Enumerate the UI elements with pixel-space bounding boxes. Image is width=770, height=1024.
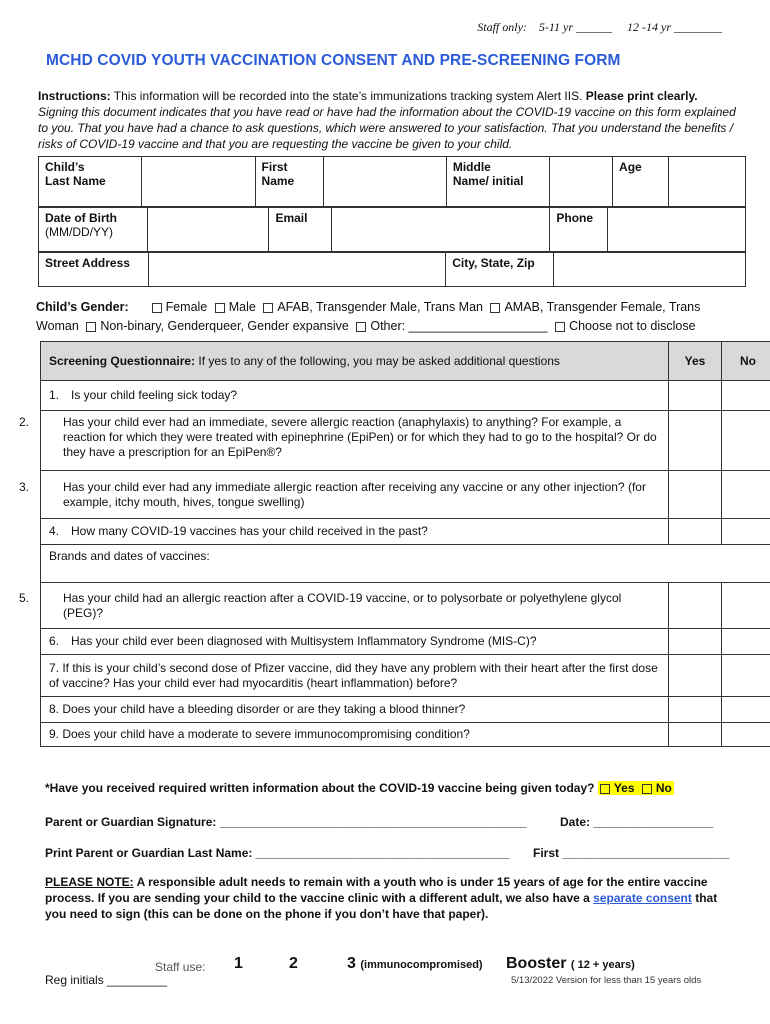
please-note-label: PLEASE NOTE: xyxy=(45,875,134,889)
question-4: 4. How many COVID-19 vaccines has your child received in the past? xyxy=(41,519,669,545)
question-7: 7. If this is your child’s second dose of Pfizer vaccine, did they have any problem with their heart after the first dose of vaccine? Has your child ever had myocarditis (heart inflammation) before? xyxy=(41,655,669,697)
female-checkbox[interactable] xyxy=(152,303,162,313)
child-info-grid xyxy=(38,156,746,207)
q7-no-cell[interactable] xyxy=(722,655,770,697)
q8-yes-cell[interactable] xyxy=(669,697,722,723)
q9-yes-cell[interactable] xyxy=(669,723,722,747)
vaccine-info-question: *Have you received required written information about the COVID-19 vaccine being given today? Yes No xyxy=(45,781,672,795)
amab-label: AMAB, Transgender Female, Trans Woman xyxy=(36,300,701,333)
city-field[interactable] xyxy=(553,253,745,287)
q2-no-cell[interactable] xyxy=(722,411,770,471)
yes-column-header: Yes xyxy=(669,342,722,381)
question-3: 3. Has your child ever had any immediate allergic reaction after receiving any vaccine or any other injection? (for example, itchy mouth, hives, tongue swelling) xyxy=(41,471,669,519)
separate-consent-link[interactable]: separate consent xyxy=(593,891,692,905)
middle-name-field[interactable] xyxy=(549,157,612,207)
address-grid xyxy=(38,252,746,287)
booster: Booster ( 12 + years) xyxy=(506,955,635,972)
gender-label: Child’s Gender: xyxy=(36,300,129,314)
dob-field[interactable] xyxy=(147,208,269,252)
afab-label: AFAB, Transgender Male, Trans Man xyxy=(277,300,483,314)
reg-initials[interactable]: Reg initials _________ xyxy=(45,973,168,987)
age-field[interactable] xyxy=(669,157,746,207)
q5-yes-cell[interactable] xyxy=(669,583,722,629)
q4-no-cell[interactable] xyxy=(722,519,770,545)
question-1: 1. Is your child feeling sick today? xyxy=(41,381,669,411)
q6-yes-cell[interactable] xyxy=(669,629,722,655)
q3-no-cell[interactable] xyxy=(722,471,770,519)
other-label: Other: ____________________ xyxy=(370,319,548,333)
question-5: 5. Has your child had an allergic reaction after a COVID-19 vaccine, or to polysorbate or polyethylene glycol (PEG)? xyxy=(41,583,669,629)
screening-header: Screening Questionnaire: If yes to any of the following, you may be asked additional questions xyxy=(41,342,669,381)
first-name-field[interactable] xyxy=(324,157,447,207)
gender-section xyxy=(36,298,736,336)
q1-no-cell[interactable] xyxy=(722,381,770,411)
q3-yes-cell[interactable] xyxy=(669,471,722,519)
dose-1: 1 xyxy=(234,955,243,972)
street-field[interactable] xyxy=(148,253,446,287)
email-label: Email xyxy=(269,208,331,252)
decline-checkbox[interactable] xyxy=(555,322,565,332)
q1-yes-cell[interactable] xyxy=(669,381,722,411)
vaccine-info-no-checkbox[interactable] xyxy=(642,784,652,794)
other-checkbox[interactable] xyxy=(356,322,366,332)
last-name-field[interactable] xyxy=(142,157,255,207)
dose-3: 3 (immunocompromised) xyxy=(347,955,483,972)
decline-label: Choose not to disclose xyxy=(569,319,696,333)
question-8: 8. Does your child have a bleeding disorder or are they taking a blood thinner? xyxy=(41,697,669,723)
screening-table xyxy=(19,341,770,747)
instructions-italic: Signing this document indicates that you have read or have had the information about the COVID-19 vaccine on this form explained to you. That you have had a chance to ask questions, which were answered to your satisfaction. That you understand the benefits / risks of COVID-19 vaccine and that you are requesting the vaccine be given to your child. xyxy=(38,105,736,151)
staff-only-line: Staff only: 5-11 yr ______ 12 -14 yr ________ xyxy=(477,20,722,34)
q4-yes-cell[interactable] xyxy=(669,519,722,545)
phone-field[interactable] xyxy=(608,208,746,252)
q6-no-cell[interactable] xyxy=(722,629,770,655)
male-checkbox[interactable] xyxy=(215,303,225,313)
nonbinary-checkbox[interactable] xyxy=(86,322,96,332)
nonbinary-label: Non-binary, Genderqueer, Gender expansive xyxy=(100,319,349,333)
no-column-header: No xyxy=(722,342,770,381)
q2-yes-cell[interactable] xyxy=(669,411,722,471)
please-note: PLEASE NOTE: A responsible adult needs to remain with a youth who is under 15 years of age for the entire vaccine process. If you are sending your child to the vaccine clinic with a different adult, we also have a separate consent that you need to sign (this can be done on the phone if you don’t have that paper). xyxy=(45,875,718,921)
middle-name-label: Middle Name/ initial xyxy=(446,157,549,207)
first-name-line[interactable]: First _________________________ xyxy=(533,846,730,860)
instructions-label: Instructions: xyxy=(38,89,111,103)
afab-checkbox[interactable] xyxy=(263,303,273,313)
female-label: Female xyxy=(165,300,208,314)
email-field[interactable] xyxy=(331,208,550,252)
date-line[interactable]: Date: __________________ xyxy=(560,815,714,829)
instructions-text: This information will be recorded into the state’s immunizations tracking system Alert IIS. xyxy=(110,89,586,103)
last-name-label: Child’s Last Name xyxy=(39,157,142,207)
signature-line[interactable]: Parent or Guardian Signature: ______________________________________________ xyxy=(45,815,527,829)
city-label: City, State, Zip xyxy=(446,253,554,287)
vaccine-info-yes-checkbox[interactable] xyxy=(600,784,610,794)
question-2: 2. Has your child ever had an immediate, severe allergic reaction (anaphylaxis) to anything? For example, a reaction for which they were treated with epinephrine (EpiPen) or for which they had to go to the hospital? Or do they have a prescription for an EpiPen®? xyxy=(41,411,669,471)
form-title: MCHD COVID YOUTH VACCINATION CONSENT AND PRE-SCREENING FORM xyxy=(46,52,621,69)
question-9: 9. Does your child have a moderate to severe immunocompromising condition? xyxy=(41,723,669,747)
q9-no-cell[interactable] xyxy=(722,723,770,747)
age-label: Age xyxy=(613,157,669,207)
dob-label: Date of Birth (MM/DD/YY) xyxy=(39,208,148,252)
first-name-label: First Name xyxy=(255,157,324,207)
staff-use-label: Staff use: xyxy=(155,960,206,974)
contact-grid xyxy=(38,207,746,252)
dose-2: 2 xyxy=(289,955,298,972)
instructions xyxy=(38,88,738,152)
question-6: 6. Has your child ever been diagnosed with Multisystem Inflammatory Syndrome (MIS-C)? xyxy=(41,629,669,655)
vaccine-info-yes[interactable]: Yes No xyxy=(598,781,674,795)
male-label: Male xyxy=(228,300,256,314)
amab-checkbox[interactable] xyxy=(490,303,500,313)
q5-no-cell[interactable] xyxy=(722,583,770,629)
street-label: Street Address xyxy=(39,253,149,287)
instructions-print-clearly: Please print clearly. xyxy=(585,89,698,103)
version-note: 5/13/2022 Version for less than 15 years olds xyxy=(511,975,702,986)
q7-yes-cell[interactable] xyxy=(669,655,722,697)
q8-no-cell[interactable] xyxy=(722,697,770,723)
print-name-line[interactable]: Print Parent or Guardian Last Name: ______________________________________ xyxy=(45,846,510,860)
phone-label: Phone xyxy=(550,208,608,252)
brands-dates-field[interactable]: Brands and dates of vaccines: xyxy=(41,545,770,583)
